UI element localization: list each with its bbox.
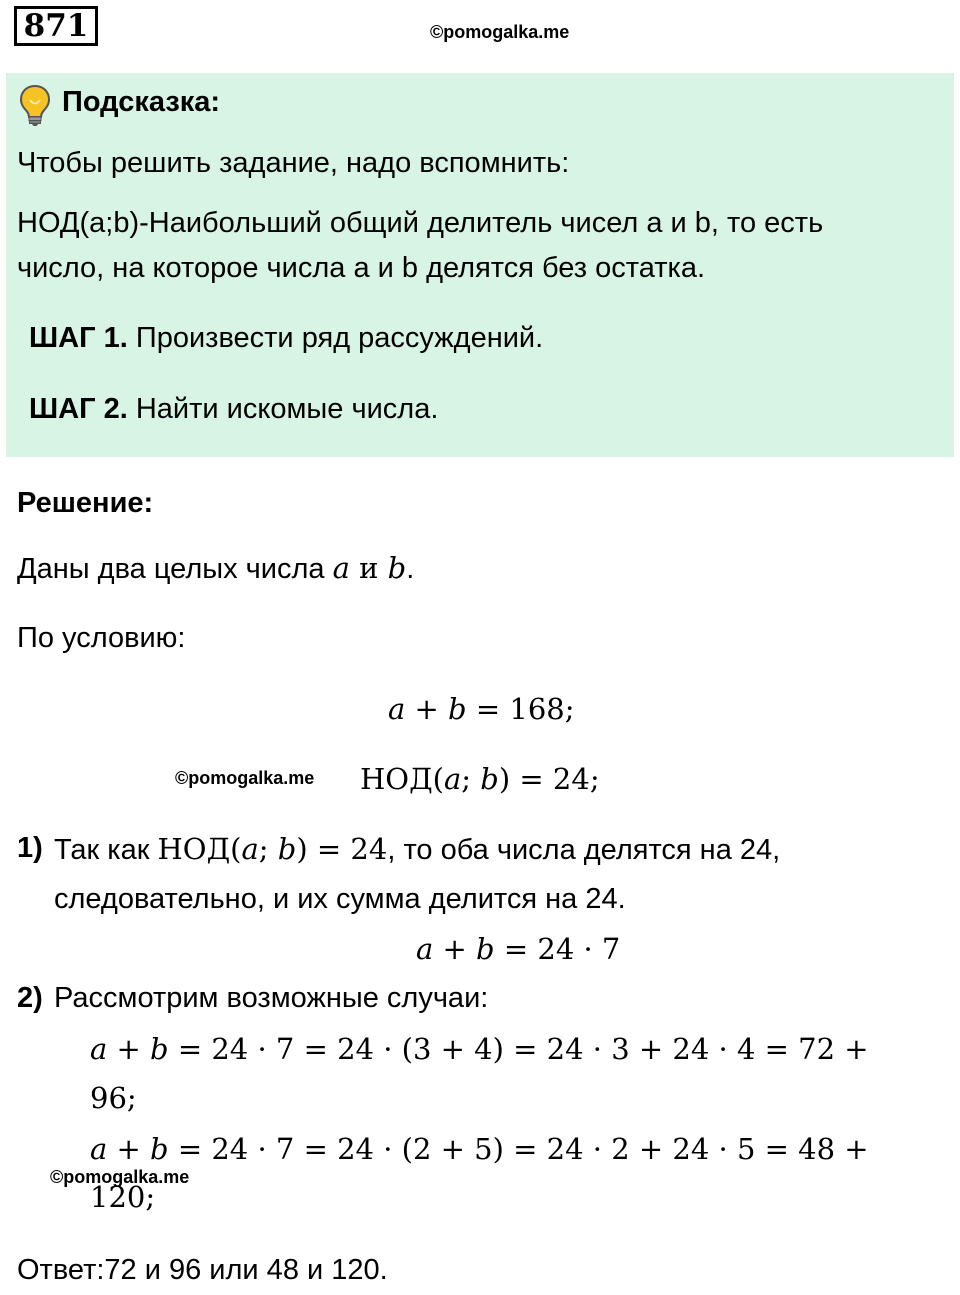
lightbulb-icon: [18, 83, 52, 127]
hint-step1-text: Произвести ряд рассуждений.: [135, 322, 544, 354]
condition-label: По условию:: [17, 622, 186, 654]
watermark-bottom: ©pomogalka.me: [50, 1167, 190, 1187]
answer: Ответ:72 и 96 или 48 и 120.: [17, 1254, 388, 1286]
hint-title: Подсказка:: [62, 86, 221, 118]
hint-definition-line1: НОД(a;b)-Наибольший общий делитель чисел a и b, то есть: [17, 207, 824, 239]
watermark-middle: ©pomogalka.me: [175, 768, 315, 788]
hint-step1: [29, 322, 543, 355]
task-number: 871: [14, 6, 98, 46]
step1-number: 1): [17, 832, 43, 864]
hint-step2-text: Найти искомые числа.: [135, 393, 439, 425]
equation-sum: a + b = 168;: [388, 692, 575, 726]
equation-gcd-value: 24: [552, 762, 590, 796]
gcd-label: НОД: [360, 762, 433, 796]
hint-definition-line2: число, на которое числа a и b делятся без остатка.: [17, 252, 705, 284]
case2-line2: 120;: [90, 1180, 156, 1214]
case2-expression: = 24 · 7 = 24 · (2 + 5) = 24 · 2 + 24 · 5 = 48 +: [177, 1132, 869, 1166]
given-text: Даны два целых числа: [17, 553, 325, 585]
hint-intro: Чтобы решить задание, надо вспомнить:: [17, 147, 570, 179]
step1-line2: следовательно, и их сумма делится на 24.: [54, 883, 626, 915]
case2-line1: a + b = 24 · 7 = 24 · (2 + 5) = 24 · 2 + 24 · 5 = 48 +: [90, 1132, 869, 1166]
equation-sum-value: 168: [509, 692, 565, 726]
given-and: и: [359, 551, 379, 585]
step1-equation: a + b = 24 · 7: [416, 932, 621, 966]
hint-step2-label: ШАГ 2.: [29, 393, 128, 425]
case1-line1: a + b = 24 · 7 = 24 · (3 + 4) = 24 · 3 + 24 · 4 = 72 +: [90, 1032, 869, 1066]
hint-step2: [29, 393, 438, 426]
given-line: Даны два целых числа a и b.: [17, 551, 415, 585]
step1-text-b: , то оба числа делятся на 24,: [387, 834, 781, 866]
hint-step1-label: ШАГ 1.: [29, 322, 128, 354]
case1-line2: 96;: [90, 1081, 137, 1115]
step1-text-a: Так как: [54, 834, 150, 866]
equation-gcd: НОД(a; b) = 24;: [360, 762, 600, 796]
solution-title: Решение:: [17, 487, 154, 519]
watermark-top: ©pomogalka.me: [430, 22, 570, 42]
step2-text: Рассмотрим возможные случаи:: [54, 982, 489, 1014]
step1-equation-value: 24 · 7: [537, 932, 621, 966]
step2-number: 2): [17, 982, 43, 1014]
step1-line1: Так как НОД(a; b) = 24, то оба числа делятся на 24,: [54, 832, 781, 866]
case1-expression: = 24 · 7 = 24 · (3 + 4) = 24 · 3 + 24 · 4 = 72 +: [177, 1032, 869, 1066]
